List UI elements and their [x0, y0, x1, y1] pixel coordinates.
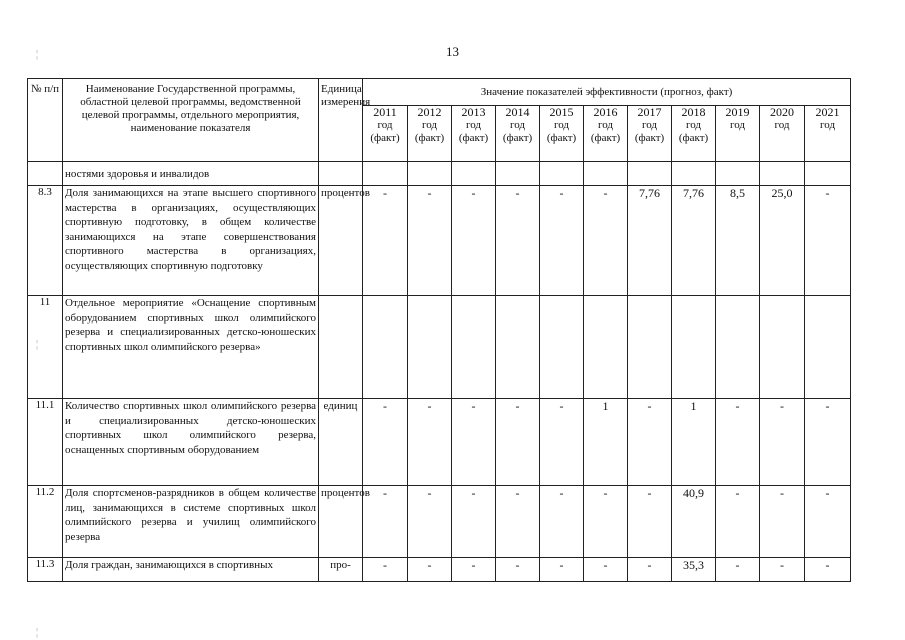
header-num: № п/п: [28, 79, 63, 162]
row-value: 35,3: [672, 558, 716, 582]
header-year: 2020 год: [760, 106, 805, 162]
row-value: -: [452, 186, 496, 296]
header-year: 2015 год (факт): [540, 106, 584, 162]
margin-mark: ¦: [36, 339, 39, 350]
row-value: -: [408, 558, 452, 582]
table-cell: [628, 162, 672, 186]
row-value: -: [760, 558, 805, 582]
row-value: [584, 296, 628, 399]
row-value: -: [452, 399, 496, 486]
row-value: -: [805, 399, 851, 486]
row-value: 1: [672, 399, 716, 486]
header-group: Значение показателей эффективности (прогноз, факт): [363, 79, 851, 106]
row-value: -: [716, 558, 760, 582]
row-value: [408, 296, 452, 399]
row-value: 25,0: [760, 186, 805, 296]
row-unit: процентов: [319, 486, 363, 558]
row-value: 7,76: [628, 186, 672, 296]
continuation-text: ностями здоровья и инвалидов: [63, 162, 319, 186]
row-value: -: [805, 186, 851, 296]
table-row: [28, 558, 851, 582]
row-value: -: [716, 486, 760, 558]
row-value: -: [628, 399, 672, 486]
row-value: -: [408, 399, 452, 486]
table-row: [28, 399, 851, 486]
table-cell: [716, 162, 760, 186]
row-value: 7,76: [672, 186, 716, 296]
table-row: [28, 186, 851, 296]
table-cell: [496, 162, 540, 186]
row-value: -: [540, 486, 584, 558]
header-year: 2019 год: [716, 106, 760, 162]
row-value: [363, 296, 408, 399]
row-value: -: [496, 486, 540, 558]
row-value: -: [363, 558, 408, 582]
header-row-top: [28, 79, 851, 106]
row-num: 11: [28, 296, 63, 399]
table-cell: [805, 162, 851, 186]
row-num: 11.3: [28, 558, 63, 582]
row-name: Доля занимающихся на этапе высшего спортивного мастерства в организациях, осуществляющих спортивную подготовку, в общем количестве занимающихся на этапе совершенствования спортивного мастерства в организациях, осуществляющих спортивную подготовку: [63, 186, 319, 296]
row-value: [716, 296, 760, 399]
row-value: -: [540, 558, 584, 582]
table-cell: [584, 162, 628, 186]
table-cell: [28, 162, 63, 186]
row-value: -: [760, 486, 805, 558]
row-value: [540, 296, 584, 399]
row-value: -: [363, 399, 408, 486]
row-value: -: [805, 558, 851, 582]
row-value: -: [408, 186, 452, 296]
header-unit: Единица измерения: [319, 79, 363, 162]
row-name: Отдельное мероприятие «Оснащение спортивным оборудованием спортивных школ олимпийского резерва и специализированных детско-юношеских спортивных школ олимпийского резерва»: [63, 296, 319, 399]
row-value: -: [496, 186, 540, 296]
header-year: 2018 год (факт): [672, 106, 716, 162]
row-value: [805, 296, 851, 399]
row-value: -: [452, 558, 496, 582]
row-value: [628, 296, 672, 399]
table-cell: [452, 162, 496, 186]
row-value: [496, 296, 540, 399]
row-num: 11.1: [28, 399, 63, 486]
row-value: 1: [584, 399, 628, 486]
table-row: [28, 486, 851, 558]
row-value: -: [363, 186, 408, 296]
header-year: 2012 год (факт): [408, 106, 452, 162]
header-name: Наименование Государственной программы, областной целевой программы, ведомственной целевой программы, отдельного мероприятия, наименование показателя: [63, 79, 319, 162]
header-year: 2016 год (факт): [584, 106, 628, 162]
row-value: -: [628, 486, 672, 558]
header-year: 2021 год: [805, 106, 851, 162]
row-value: [760, 296, 805, 399]
row-name: Доля граждан, занимающихся в спортивных: [63, 558, 319, 582]
row-value: -: [363, 486, 408, 558]
table-cell: [319, 162, 363, 186]
row-value: -: [540, 186, 584, 296]
row-value: -: [452, 486, 496, 558]
margin-mark: ¦: [36, 627, 39, 638]
row-value: [452, 296, 496, 399]
indicators-table: [27, 78, 851, 582]
header-year: 2014 год (факт): [496, 106, 540, 162]
row-value: -: [628, 558, 672, 582]
table-cell: [760, 162, 805, 186]
row-value: -: [496, 399, 540, 486]
header-year: 2013 год (факт): [452, 106, 496, 162]
row-value: -: [496, 558, 540, 582]
row-value: -: [540, 399, 584, 486]
row-unit: [319, 296, 363, 399]
row-name: Доля спортсменов-разрядников в общем количестве лиц, занимающихся в системе спортивных школ олимпийского резерва и училищ олимпийского резерва: [63, 486, 319, 558]
table-cell: [672, 162, 716, 186]
table-cell: [363, 162, 408, 186]
row-num: 11.2: [28, 486, 63, 558]
row-value: -: [584, 186, 628, 296]
row-value: -: [584, 558, 628, 582]
row-unit: про-: [319, 558, 363, 582]
page-number: 13: [446, 44, 459, 59]
row-value: -: [408, 486, 452, 558]
table-cell: [408, 162, 452, 186]
row-value: -: [760, 399, 805, 486]
row-unit: процентов: [319, 186, 363, 296]
continuation-row: [28, 162, 851, 186]
row-value: -: [716, 399, 760, 486]
row-value: -: [584, 486, 628, 558]
row-value: 8,5: [716, 186, 760, 296]
row-num: 8.3: [28, 186, 63, 296]
row-value: [672, 296, 716, 399]
table-row: [28, 296, 851, 399]
header-year: 2011 год (факт): [363, 106, 408, 162]
row-value: -: [805, 486, 851, 558]
header-year: 2017 год (факт): [628, 106, 672, 162]
row-value: 40,9: [672, 486, 716, 558]
row-unit: единиц: [319, 399, 363, 486]
row-name: Количество спортивных школ олимпийского резерва и специализированных детско-юношеских спортивных школ олимпийского резерва, оснащенных спортивным оборудованием: [63, 399, 319, 486]
table-cell: [540, 162, 584, 186]
margin-mark: ¦: [36, 49, 39, 60]
